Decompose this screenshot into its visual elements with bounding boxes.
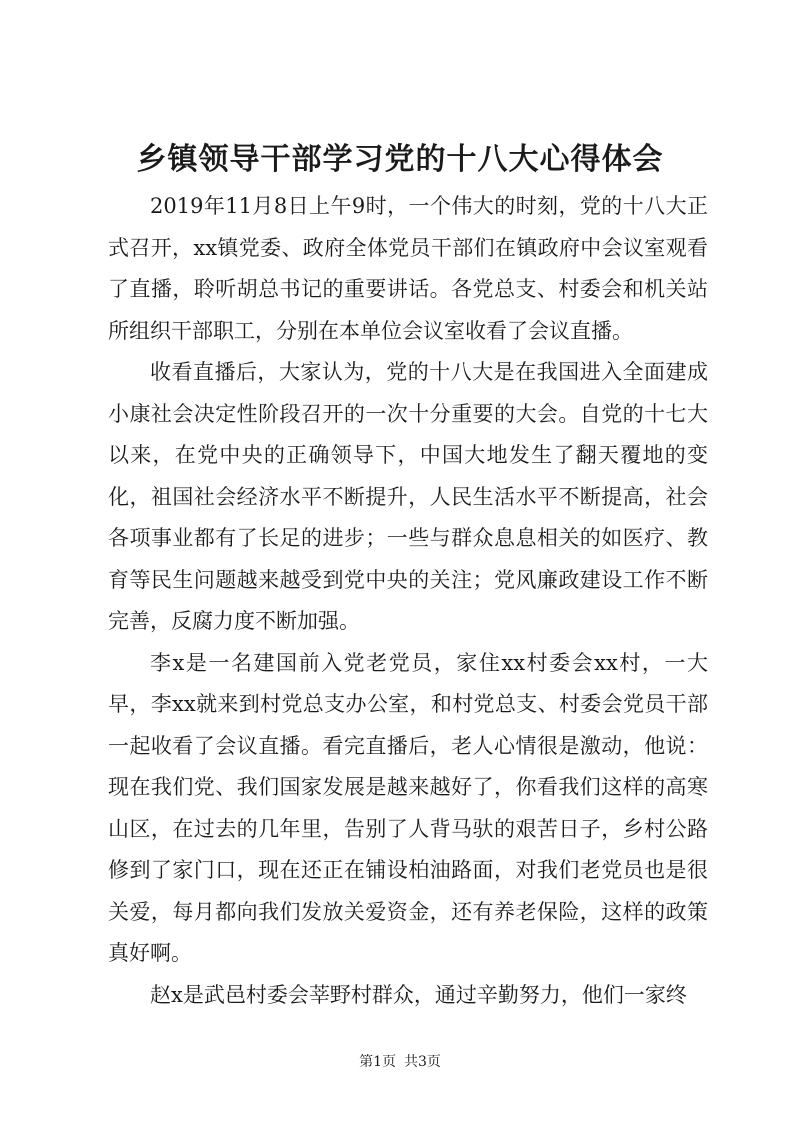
page-footer xyxy=(0,1052,800,1072)
paragraph-2: 收看直播后，大家认为，党的十八大是在我国进入全面建成小康社会决定性阶段召开的一次十分重要的大会。自党的十七大以来，在党中央的正确领导下，中国大地发生了翻天覆地的变化，祖国社会经济水平不断提升，人民生活水平不断提高，社会各项事业都有了长足的进步；一些与群众息息相关的如医疗、教育等民生问题越来越受到党中央的关注；党风廉政建设工作不断完善，反腐力度不断加强。 xyxy=(108,360,708,633)
page-total: 共3页 xyxy=(404,1054,441,1070)
document-body xyxy=(108,186,708,1016)
paragraph-3: 李x是一名建国前入党老党员，家住xx村委会xx村，一大早，李xx就来到村党总支办公室，和村党总支、村委会党员干部一起收看了会议直播。看完直播后，老人心情很是激动，他说：现在我们党、我们国家发展是越来越好了，你看我们这样的高寒山区，在过去的几年里，告别了人背马驮的艰苦日子，乡村公路修到了家门口，现在还正在铺设柏油路面，对我们老党员也是很关爱，每月都向我们发放关爱资金，还有养老保险，这样的政策真好啊。 xyxy=(108,650,708,965)
document-title: 乡镇领导干部学习党的十八大心得体会 xyxy=(136,142,664,177)
paragraph-1: 2019年11月8日上午9时，一个伟大的时刻，党的十八大正式召开，xx镇党委、政府全体党员干部们在镇政府中会议室观看了直播，聆听胡总书记的重要讲话。各党总支、村委会和机关站所组织干部职工，分别在本单位会议室收看了会议直播。 xyxy=(108,194,708,343)
paragraph-4: 赵x是武邑村委会莘野村群众，通过辛勤努力，他们一家终 xyxy=(150,982,687,1007)
page-number: 第1页 xyxy=(359,1054,396,1070)
